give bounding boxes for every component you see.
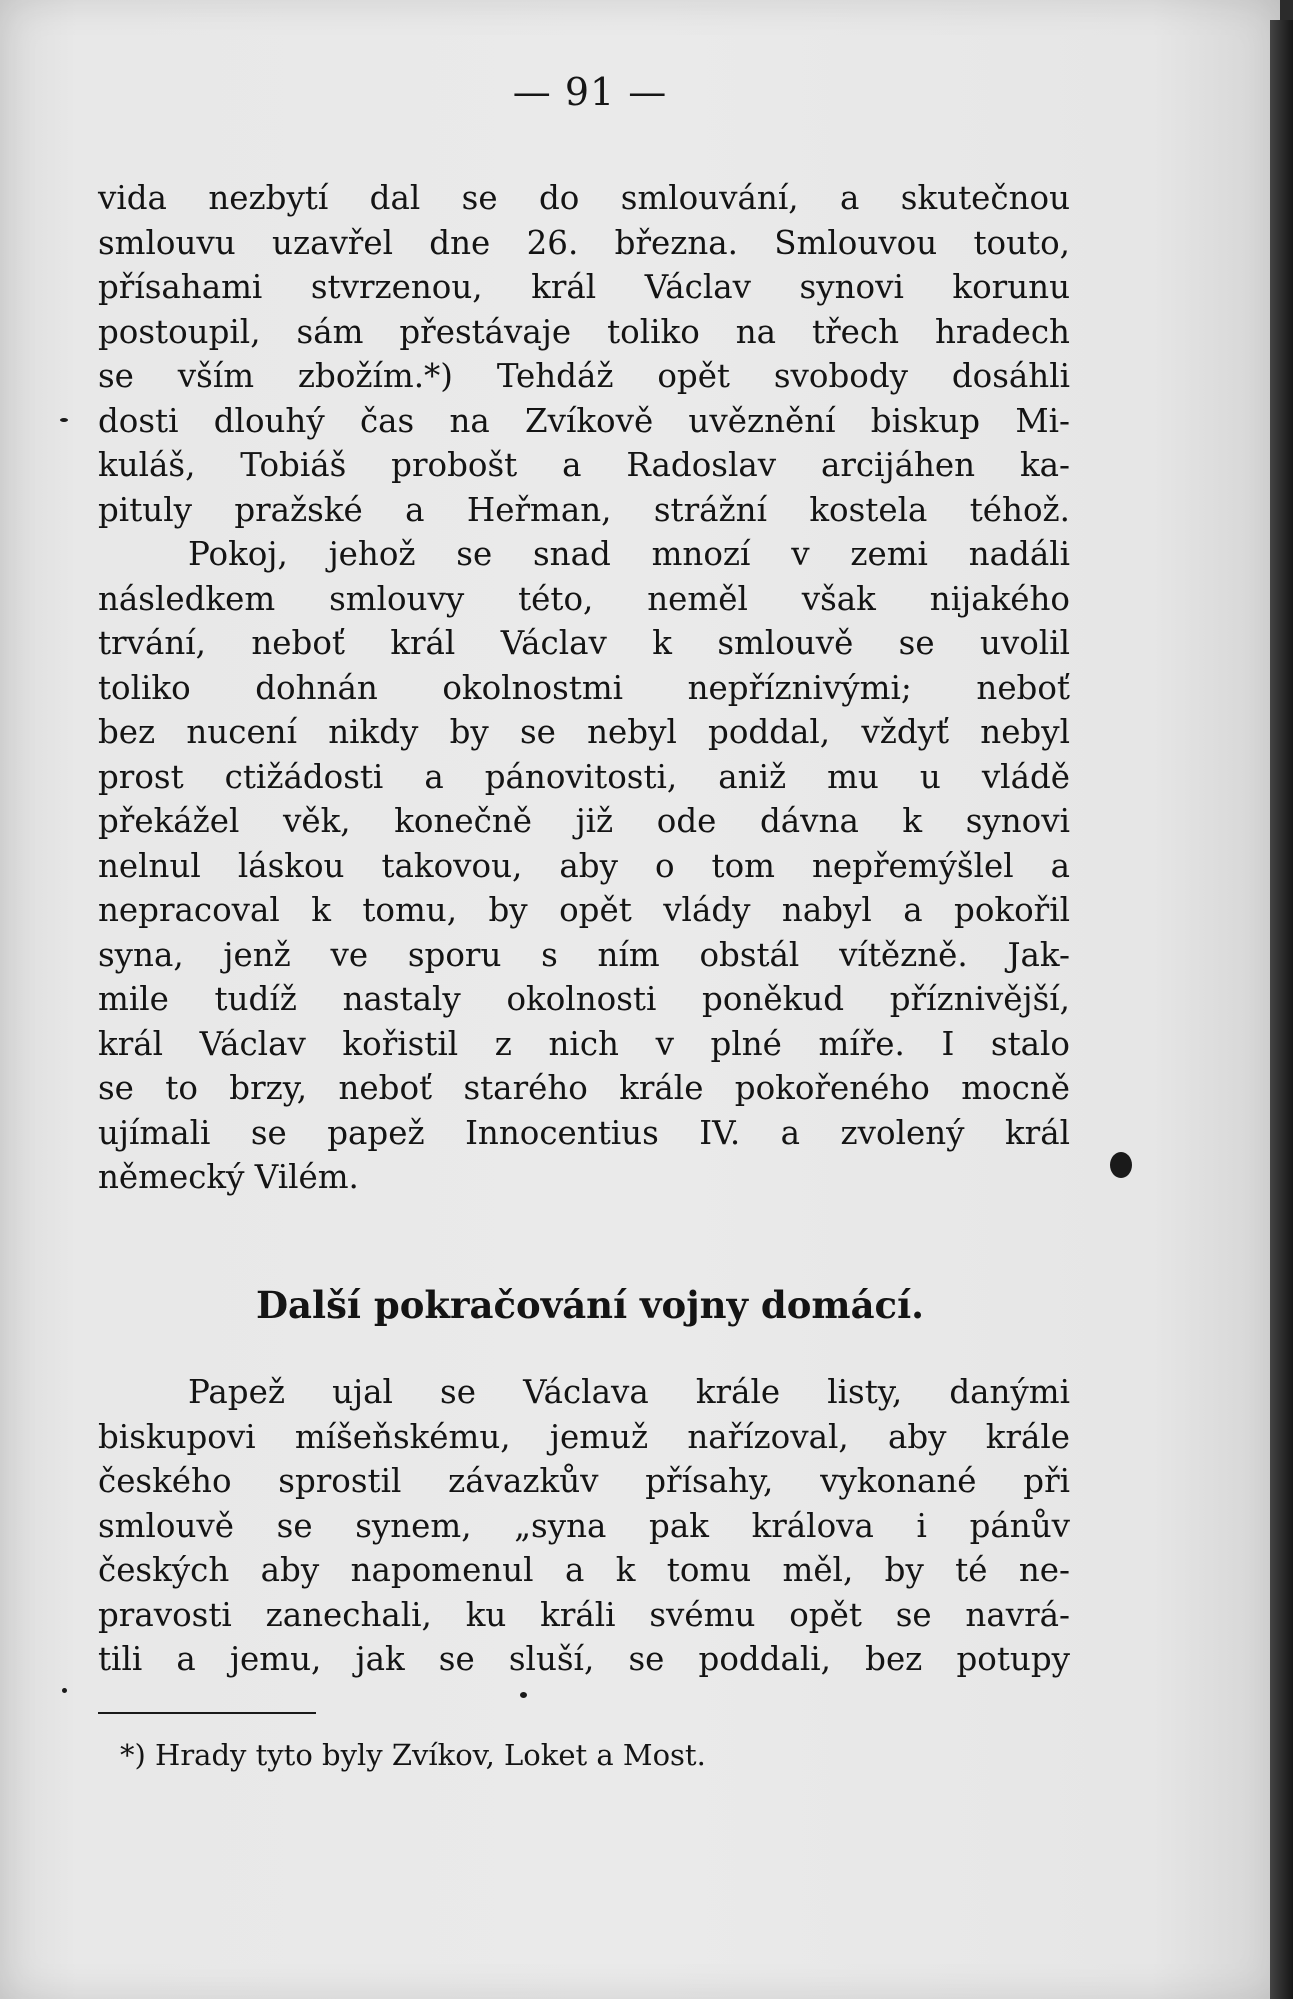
page-number: — 91 — xyxy=(512,70,668,114)
dust-speck-decoration xyxy=(62,1688,67,1693)
text-line: vida nezbytí dal se do smlouvání, a skutečnou xyxy=(98,179,1070,217)
footnote-divider xyxy=(98,1712,316,1714)
text-line: Pokoj, jehož se snad mnozí v zemi nadáli xyxy=(188,535,1070,573)
text-line: smlouvu uzavřel dne 26. března. Smlouvou touto, xyxy=(98,223,1070,262)
text-line: českých aby napomenul a k tomu měl, by té ne- xyxy=(98,1551,1070,1589)
text-line: postoupil, sám přestávaje toliko na třech hradech xyxy=(98,312,1070,351)
text-line: prost ctižádosti a pánovitosti, aniž mu u vládě xyxy=(98,757,1070,796)
text-line: Papež ujal se Václava krále listy, danými xyxy=(188,1373,1070,1411)
text-line: tili a jemu, jak se sluší, se poddali, bez potupy xyxy=(98,1640,1070,1678)
text-line: král Václav kořistil z nich v plné míře. I stalo xyxy=(98,1024,1070,1063)
book-edge xyxy=(1270,20,1293,1999)
text-line: nelnul láskou takovou, aby o tom nepřemýšlel a xyxy=(98,846,1070,885)
text-line: smlouvě se synem, „syna pak králova i pánův xyxy=(98,1506,1070,1545)
text-line: nepracoval k tomu, by opět vlády nabyl a pokořil xyxy=(98,891,1070,929)
text-line: bez nucení nikdy by se nebyl poddal, vždyť nebyl xyxy=(98,713,1070,751)
text-line: mile tudíž nastaly okolnosti poněkud příznivější, xyxy=(98,980,1070,1018)
text-line: následkem smlouvy této, neměl však nijakého xyxy=(98,579,1070,618)
main-text xyxy=(98,176,1070,1200)
dust-speck-decoration xyxy=(60,418,68,422)
text-line: biskupovi míšeňskému, jemuž nařízoval, aby krále xyxy=(98,1417,1070,1456)
text-line: dosti dlouhý čas na Zvíkově uvěznění biskup Mi- xyxy=(98,401,1070,440)
text-line: pituly pražské a Heřman, strážní kostela téhož. xyxy=(98,490,1070,529)
footnote: *) Hrady tyto byly Zvíkov, Loket a Most. xyxy=(120,1738,706,1772)
text-line: ujímali se papež Innocentius IV. a zvolený král xyxy=(98,1113,1070,1152)
text-line: se vším zbožím.*) Tehdáž opět svobody dosáhli xyxy=(98,357,1070,395)
dust-speck-decoration xyxy=(520,1692,527,1698)
text-line: přísahami stvrzenou, král Václav synovi korunu xyxy=(98,268,1070,306)
text-line: trvání, neboť král Václav k smlouvě se uvolil xyxy=(98,624,1070,662)
text-line: se to brzy, neboť starého krále pokořeného mocně xyxy=(98,1069,1070,1107)
text-line: německý Vilém. xyxy=(98,1158,359,1196)
text-line: překážel věk, konečně již ode dávna k synovi xyxy=(98,802,1070,840)
text-line: toliko dohnán okolnostmi nepříznivými; neboť xyxy=(98,668,1070,707)
ink-blot-decoration xyxy=(1110,1152,1132,1178)
continued-text xyxy=(98,1370,1070,1682)
text-line: pravosti zanechali, ku králi svému opět se navrá- xyxy=(98,1595,1070,1634)
section-heading: Další pokračování vojny domácí. xyxy=(255,1283,925,1327)
text-line: syna, jenž ve sporu s ním obstál vítězně. Jak- xyxy=(98,935,1070,974)
text-line: kuláš, Tobiáš probošt a Radoslav arcijáhen ka- xyxy=(98,446,1070,484)
text-line: českého sprostil závazkův přísahy, vykonané při xyxy=(98,1462,1070,1500)
